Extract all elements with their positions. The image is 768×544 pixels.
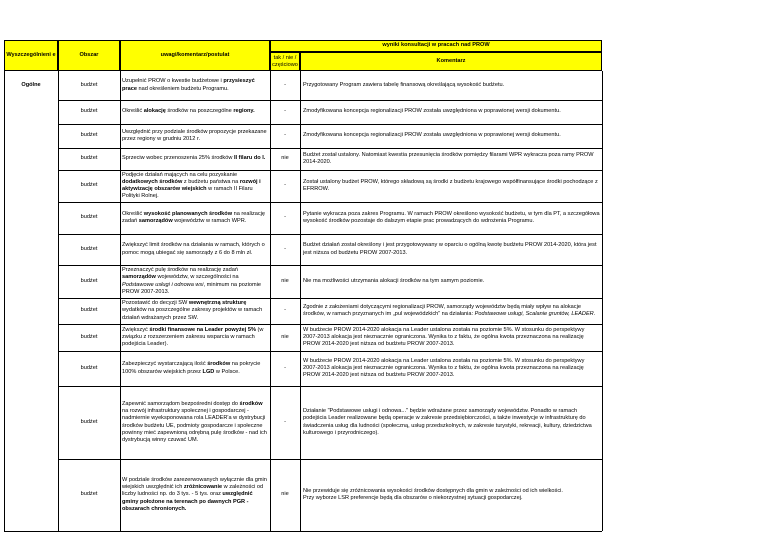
cell-status: - <box>284 364 286 371</box>
cell-postulat: Zapewnić samorządom bezpośredni dostęp do środków na rozwój infrastruktury społecznej i gospodarczej - nadmiernie wyeksponowana rola LEADER'a w dystrybucji środków budżetu UE, podmioty gospodarcze i społeczne powinny mieć zapewnioną odrębną pulę środków - nad ich dystrybucją winny czuwać UM. <box>122 400 267 443</box>
cell-status: - <box>284 132 286 139</box>
row-divider <box>58 531 602 532</box>
cell-status: - <box>284 81 286 88</box>
cell-status: - <box>284 245 286 252</box>
cell-postulat: Sprzeciw wobec przenoszenia 25% środków II filaru do I. <box>122 155 266 162</box>
cell-obszar: budżet <box>80 108 98 115</box>
cell-status: nie <box>281 333 289 340</box>
left-border <box>4 71 5 531</box>
col-divider <box>300 71 301 531</box>
col-divider <box>270 71 271 531</box>
cell-status: - <box>284 182 286 189</box>
cell-postulat: Uzupełnić PROW o kwestie budżetowe i przysieszyć prace nad określeniem budżetu Programu. <box>122 78 255 92</box>
header-komentarz: Komentarz <box>300 52 602 71</box>
cell-obszar: budżet <box>80 333 98 340</box>
bottom-border <box>4 531 58 532</box>
cell-status: nie <box>281 277 289 284</box>
cell-obszar: budżet <box>80 214 98 221</box>
cell-obszar: budżet <box>80 245 98 252</box>
cell-komentarz: Pytanie wykracza poza zakres Programu. W ramach PROW określono wysokość budżetu, w tym dla PT, a szczegółowa wysokość środków pozostaje do dalszym etapie prac prowadzących do wdrożenia Programu. <box>303 210 600 224</box>
cell-obszar: budżet <box>80 81 98 88</box>
cell-komentarz: Zgodnie z założeniami dotyczącymi regionalizacji PROW, samorządy województw będą miały wpływ na alokacje środków, w ramach przyznanych im „pul wojewódzkich” na działania: Podstawowe usługi, Scalanie gruntów, LEADER. <box>303 303 596 317</box>
cell-komentarz: Nie przewiduje się zróżnicowania wysokości środków dostępnych dla gmin w zależności od ich wielkości. Przy wyborze LSR preferencje będą dla obszarów o niekorzystnej sytuacji gospodarczej. <box>303 487 563 501</box>
header-wyszczegolnienie: Wyszczególnieni e <box>4 40 58 71</box>
section-label: Ogólne <box>21 81 41 88</box>
cell-obszar: budżet <box>80 155 98 162</box>
cell-status: - <box>284 108 286 115</box>
cell-obszar: budżet <box>80 418 98 425</box>
cell-postulat: Uwzględnić przy podziale środków propozycje przekazane przez regiony w grudniu 2012 r. <box>122 128 267 142</box>
cell-komentarz: Został ustalony budżet PROW, którego składową są środki z budżetu krajowego współfinansujące środki pochodzące z EFRROW. <box>303 178 598 192</box>
cell-postulat: Zwiększyć limit środków na działania w ramach, których o pomoc mogą ubiegać się samorządy z 6 do 8 mln zł. <box>122 242 265 256</box>
cell-obszar: budżet <box>80 277 98 284</box>
header-postulat: uwagi/komentarz/postulat <box>120 40 270 71</box>
cell-komentarz: Przygotowany Program zawiera tabelę finansową określającą wysokość budżetu. <box>303 81 505 88</box>
cell-status: nie <box>281 155 289 162</box>
cell-postulat: Podjęcie działań mających na celu pozyskanie dodatkowych środków z budżetu państwa na rozwój i aktywizację obszarów wiejskich w ramach II Filaru Polityki Rolnej. <box>122 171 261 200</box>
cell-komentarz: Zmodyfikowana koncepcja regionalizacji PROW została uwzględniona w poprawionej wersji dokumentu. <box>303 108 561 115</box>
cell-obszar: budżet <box>80 132 98 139</box>
cell-komentarz: Działanie "Podstawowe usługi i odnowa..." będzie wdrażane przez samorządy województw. Ponadto w ramach podejścia Leader realizowane będą operacje w zakresie przedsiębiorczości, a także inwestycje w infrastrukturę do świadczenia usług dla ludności (społeczną, usług przedszkolnych, w zakresie turystyki, rekreacji, kultury, dziedzictwa kulturowego i przyrodniczego). <box>303 408 592 436</box>
cell-status: - <box>284 418 286 425</box>
cell-komentarz: Budżet został ustalony. Natomiast kwestia przesunięcia środków pomiędzy filarami WPR wykracza poza ramy PROW 2014-2020. <box>303 151 594 165</box>
cell-postulat: Określić wysokość planowanych środków na realizację zadań samorządów województw w ramach WPR. <box>122 210 266 224</box>
cell-postulat: Zabezpieczyć wystarczającą ilość środków na pokrycie 100% obszarów wiejskich przez LGD w Polsce. <box>122 361 261 375</box>
cell-obszar: budżet <box>80 182 98 189</box>
cell-status: - <box>284 307 286 314</box>
right-border <box>602 71 603 531</box>
cell-komentarz: W budżecie PROW 2014-2020 alokacja na Leader ustalona została na poziomie 5%. W stosunku do perspektywy 2007-2013 alokacja jest nieznacznie ograniczona. Wynika to z faktu, że ogólna kwota przeznaczona na realizację PROW 2014-2020 jest niższa od budżetu PROW 2007-2013. <box>303 326 585 348</box>
cell-komentarz: Nie ma możliwości utrzymania alokacji środków na tym samym poziomie. <box>303 277 485 284</box>
cell-postulat: Pozostawić do decyzji SW wewnętrzną strukturę wydatków na poszczególne zakresy projektów w ramach działań wdrażanych przez SW. <box>122 300 263 321</box>
cell-postulat: Określić alokację środków na poszczególne regiony. <box>122 108 255 115</box>
header-group: wyniki konsultacji w pracach nad PROW <box>270 40 602 52</box>
col-divider <box>120 71 121 531</box>
col-divider <box>58 71 59 531</box>
cell-komentarz: Zmodyfikowana koncepcja regionalizacji PROW została uwzględniona w poprawionej wersji dokumentu. <box>303 132 561 139</box>
cell-status: nie <box>281 491 289 498</box>
cell-obszar: budżet <box>80 307 98 314</box>
cell-postulat: Przeznaczyć pulę środków na realizację zadań samorządów województw, w szczególności na Podstawowe usługi i odnowa wsi, minimum na poziomie PROW 2007-2013. <box>122 267 261 295</box>
cell-obszar: budżet <box>80 364 98 371</box>
cell-komentarz: Budżet działań został określony i jest przygotowywany w oparciu o ogólną kwotę budżetu PROW 2014-2020, która jest jest niższa od budżetu PROW 2007-2013. <box>303 242 597 256</box>
cell-postulat: Zwiększyć środki finansowe na Leader powyżej 5% (w związku z rozszerzeniem zakresu wsparcia w ramach podejścia Leader). <box>122 326 264 348</box>
cell-postulat: W podziale środków zarezerwowanych wyłącznie dla gmin wiejskich uwzględnić ich zróżnicowanie w zależności od liczby ludności np. do 3 tys. - 5 tys. oraz uwzględnić gminy położone na terenach po dawnych PGR - obszarach chronionych. <box>122 476 267 512</box>
cell-komentarz: W budżecie PROW 2014-2020 alokacja na Leader ustalona została na poziomie 5%. W stosunku do perspektywy 2007-2013 alokacja jest nieznacznie ograniczona. Wynika to z faktu, że ogólna kwota przeznaczona na realizację PROW 2014-2020 jest niższa od budżetu PROW 2007-2013. <box>303 357 585 379</box>
cell-status: - <box>284 214 286 221</box>
header-obszar: Obszar <box>58 40 120 71</box>
header-status: tak / nie / częściowo <box>270 52 300 71</box>
cell-obszar: budżet <box>80 491 98 498</box>
